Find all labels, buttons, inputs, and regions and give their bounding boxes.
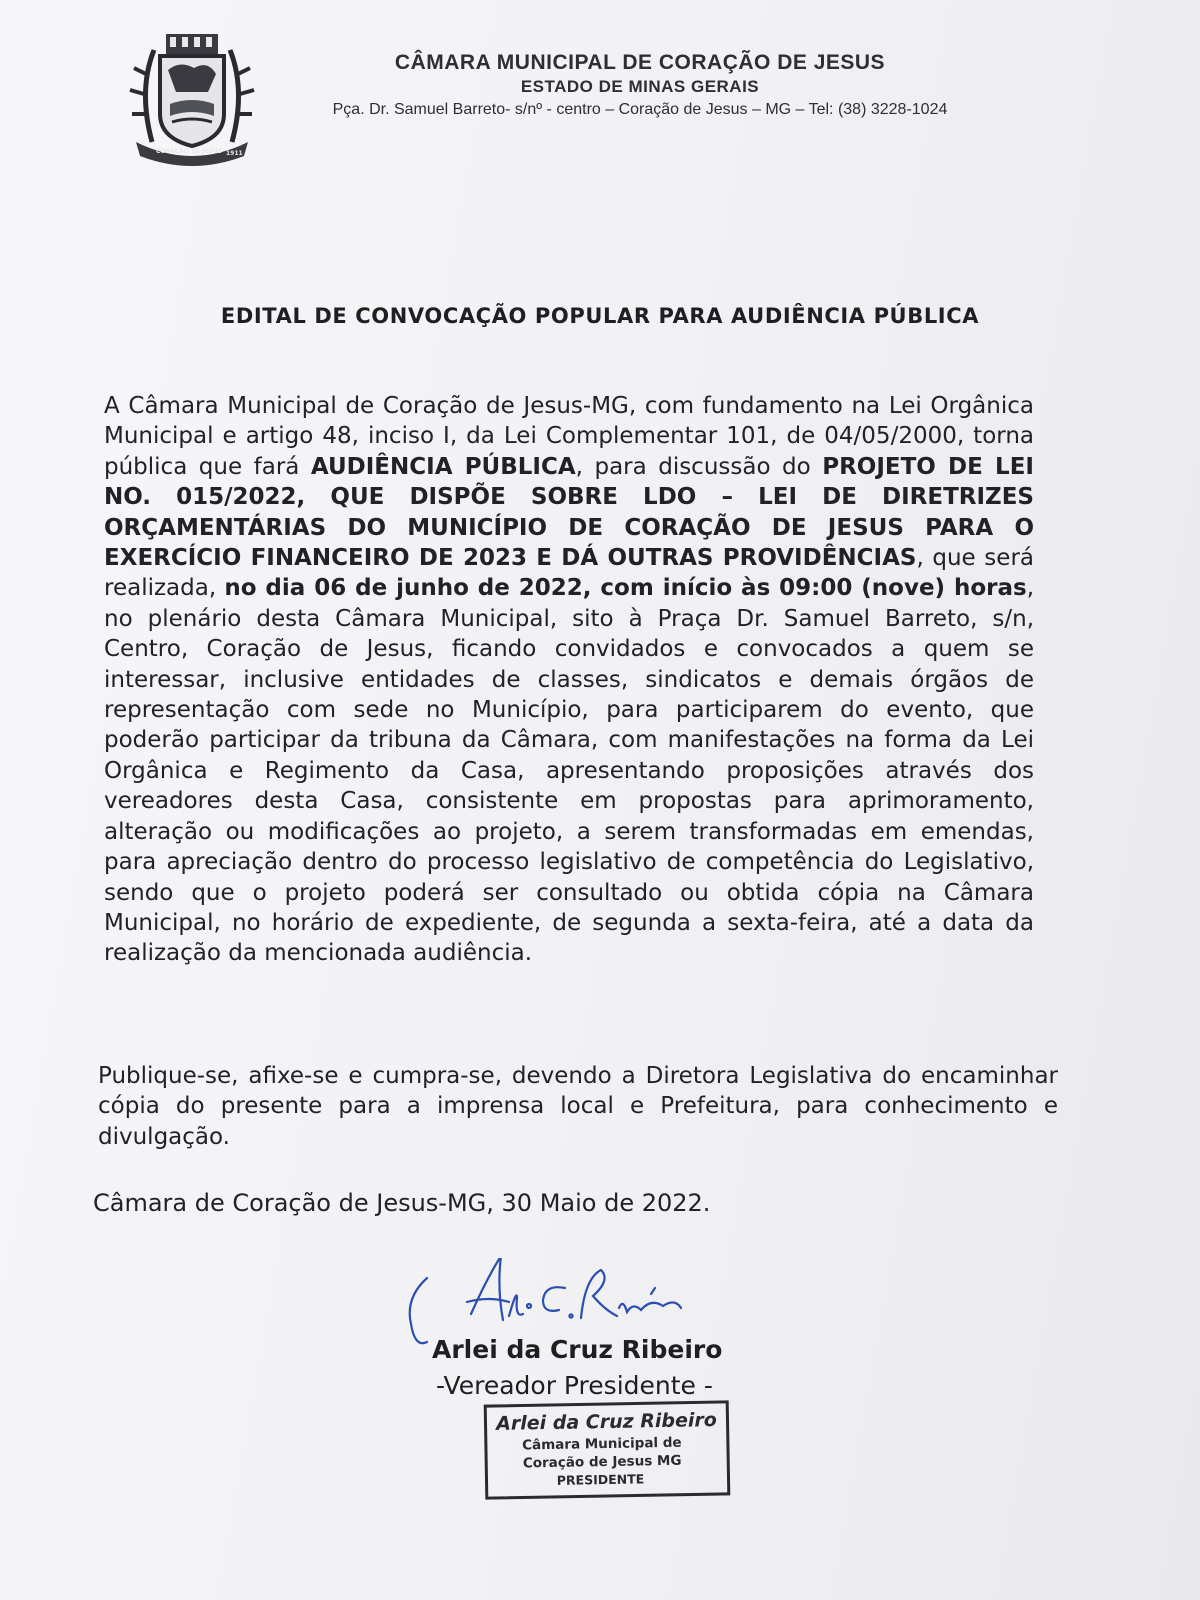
body-paragraph-1 bbox=[104, 391, 1034, 969]
para1-bold-bill: PROJETO DE LEI NO. 015/2022, QUE DISPÕE SOBRE LDO – LEI DE DIRETRIZES ORÇAMENTÁRIAS DO MUNICÍPIO DE CORAÇÃO DE JESUS PARA O EXERCÍCIO FINANCEIRO DE 2023 E DÁ OUTRAS PROVIDÊNCIAS bbox=[104, 453, 1034, 572]
letterhead bbox=[280, 50, 1000, 122]
municipal-coat-of-arms-icon bbox=[128, 30, 256, 166]
stamp-line-2: Coração de Jesus MG bbox=[522, 1452, 682, 1472]
para1-text-1: A Câmara Municipal de Coração de Jesus-MG, com fundamento na Lei Orgânica Municipal e artigo 48, inciso I, da Lei Complementar 101, de 04/05/2000, torna pública que fará bbox=[104, 393, 1034, 480]
stamp-line-1: Câmara Municipal de bbox=[522, 1434, 682, 1454]
para1-text-2: , para discussão do bbox=[575, 453, 823, 480]
signer-name: Arlei da Cruz Ribeiro bbox=[432, 1335, 723, 1364]
document-title: EDITAL DE CONVOCAÇÃO POPULAR PARA AUDIÊNCIA PÚBLICA bbox=[220, 304, 980, 328]
para1-bold-date: no dia 06 de junho de 2022, com início às 09:00 (nove) horas bbox=[224, 575, 1027, 602]
stamp-name: Arlei da Cruz Ribeiro bbox=[495, 1409, 718, 1435]
letterhead-address: Pça. Dr. Samuel Barreto- s/nº - centro – Coração de Jesus – MG – Tel: (38) 3228-1024 bbox=[332, 101, 948, 118]
crest-ribbon-text: CORAÇÃO DE JESUS bbox=[156, 148, 223, 155]
para1-text-3: , que será realizada, bbox=[104, 545, 1034, 602]
official-stamp bbox=[483, 1400, 731, 1500]
letterhead-state: ESTADO DE MINAS GERAIS bbox=[520, 77, 760, 96]
body-paragraph-2: Publique-se, afixe-se e cumpra-se, devendo a Diretora Legislativa do encaminhar cópia do presente para a imprensa local e Prefeitura, para conhecimento e divulgação. bbox=[98, 1063, 1058, 1150]
dateline: Câmara de Coração de Jesus-MG, 30 Maio de 2022. bbox=[93, 1189, 711, 1217]
para1-text-4: , no plenário desta Câmara Municipal, sito à Praça Dr. Samuel Barreto, s/n, Centro, Coração de Jesus, ficando convidados e convocados a quem se interessar, inclusive entidades de classes, sindicatos e demais órgãos de representação com sede no Município, para participarem do evento, que poderão participar da tribuna da Câmara, com manifestações na forma da Lei Orgânica e Regimento da Casa, apresentando proposições através dos vereadores desta Casa, consistente em propostas para aprimoramento, alteração ou modificações ao projeto, a serem transformadas em emendas, para apreciação dentro do processo legislativo de competência do Legislativo, sendo que o projeto poderá ser consultado ou obtida cópia na Câmara Municipal, no horário de expediente, de segunda a sexta-feira, até a data da realização da mencionada audiência. bbox=[104, 575, 1034, 967]
letterhead-title: CÂMARA MUNICIPAL DE CORAÇÃO DE JESUS bbox=[394, 51, 886, 74]
signer-role: -Vereador Presidente - bbox=[436, 1371, 713, 1400]
crest-ribbon-year: 1911 bbox=[226, 150, 243, 157]
stamp-line-3: PRESIDENTE bbox=[556, 1471, 645, 1488]
para1-bold-hearing: AUDIÊNCIA PÚBLICA bbox=[310, 453, 576, 480]
